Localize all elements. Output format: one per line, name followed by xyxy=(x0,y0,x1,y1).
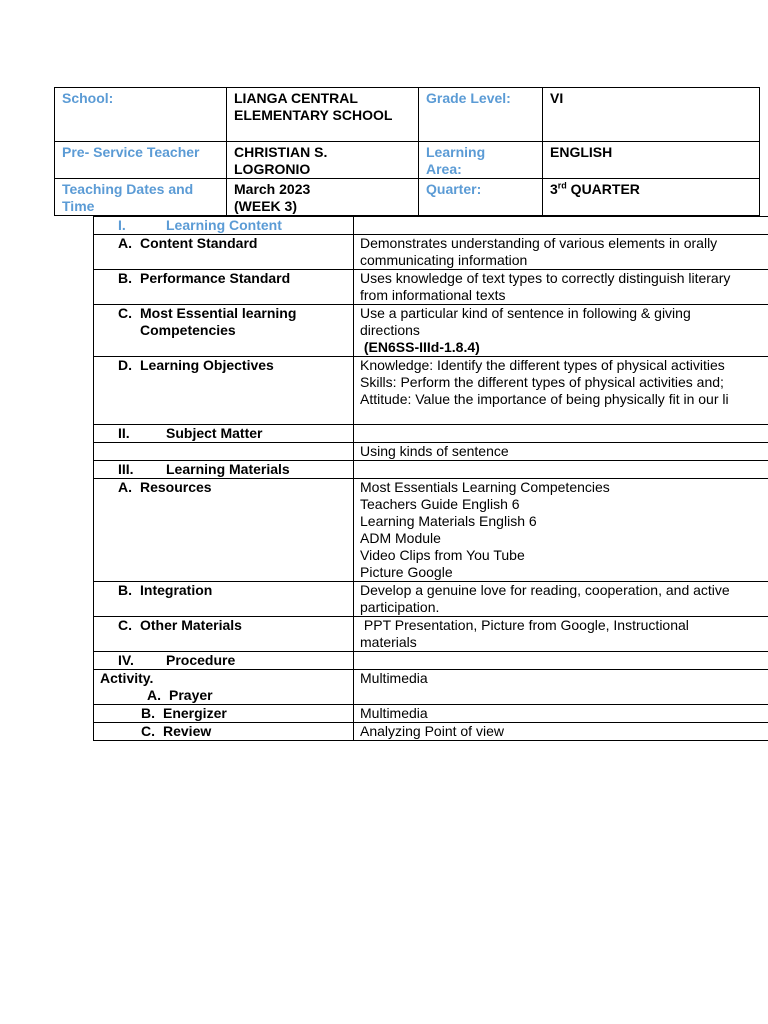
competencies-label: C. Most Essential learning Competencies xyxy=(94,305,354,357)
lesson-plan-table xyxy=(93,216,768,741)
teacher-label: Pre- Service Teacher xyxy=(55,142,227,179)
learning-materials-heading: III. Learning Materials xyxy=(94,461,354,479)
teacher-value: CHRISTIAN S. LOGRONIO xyxy=(227,142,419,179)
header-row-teacher xyxy=(55,142,760,179)
row-subject-matter-value xyxy=(94,443,768,461)
other-materials-value: PPT Presentation, Picture from Google, Instructional materials xyxy=(354,617,768,652)
activity-value: Multimedia xyxy=(354,670,768,705)
other-materials-label: C. Other Materials xyxy=(94,617,354,652)
row-energizer xyxy=(94,705,768,723)
performance-standard-value: Uses knowledge of text types to correctly distinguish literary from informational texts xyxy=(354,270,768,305)
learning-content-heading: I. Learning Content xyxy=(94,217,354,235)
row-review xyxy=(94,723,768,741)
learning-materials-value xyxy=(354,461,768,479)
energizer-value: Multimedia xyxy=(354,705,768,723)
energizer-label: B. Energizer xyxy=(94,705,354,723)
row-procedure xyxy=(94,652,768,670)
row-integration xyxy=(94,582,768,617)
row-activity xyxy=(94,670,768,705)
row-content-standard xyxy=(94,235,768,270)
row-learning-content xyxy=(94,217,768,235)
lesson-header-table xyxy=(54,87,760,216)
quarter-label: Quarter: xyxy=(419,179,543,216)
activity-label: Activity. A. Prayer xyxy=(94,670,354,705)
teaching-dates-label: Teaching Dates and Time xyxy=(55,179,227,216)
subject-matter-heading: II. Subject Matter xyxy=(94,425,354,443)
header-row-school xyxy=(55,88,760,142)
row-learning-materials xyxy=(94,461,768,479)
procedure-value xyxy=(354,652,768,670)
review-value: Analyzing Point of view xyxy=(354,723,768,741)
content-standard-label: A. Content Standard xyxy=(94,235,354,270)
row-performance-standard xyxy=(94,270,768,305)
resources-label: A. Resources xyxy=(94,479,354,582)
competencies-value: Use a particular kind of sentence in following & giving directions (EN6SS-IIId-1.8.4) xyxy=(354,305,768,357)
header-row-dates xyxy=(55,179,760,216)
learning-area-label: Learning Area: xyxy=(419,142,543,179)
learning-objectives-label: D. Learning Objectives xyxy=(94,357,354,425)
quarter-value: 3rd QUARTER xyxy=(543,179,760,216)
integration-value: Develop a genuine love for reading, cooperation, and active participation. xyxy=(354,582,768,617)
review-label: C. Review xyxy=(94,723,354,741)
teaching-dates-value: March 2023 (WEEK 3) xyxy=(227,179,419,216)
subject-matter-value: Using kinds of sentence xyxy=(354,443,768,461)
performance-standard-label: B. Performance Standard xyxy=(94,270,354,305)
learning-content-value xyxy=(354,217,768,235)
grade-value: VI xyxy=(543,88,760,142)
row-subject-matter xyxy=(94,425,768,443)
competency-code: (EN6SS-IIId-1.8.4) xyxy=(360,339,480,355)
subject-matter-value-label xyxy=(94,443,354,461)
row-other-materials xyxy=(94,617,768,652)
subject-matter-empty xyxy=(354,425,768,443)
content-standard-value: Demonstrates understanding of various elements in orally communicating information xyxy=(354,235,768,270)
learning-objectives-value: Knowledge: Identify the different types of physical activities Skills: Perform the different types of physical activities and; Attitude: Value the importance of being physically fit in our li xyxy=(354,357,768,425)
school-value: LIANGA CENTRAL ELEMENTARY SCHOOL xyxy=(227,88,419,142)
row-learning-objectives xyxy=(94,357,768,425)
row-competencies xyxy=(94,305,768,357)
integration-label: B. Integration xyxy=(94,582,354,617)
school-label: School: xyxy=(55,88,227,142)
resources-value: Most Essentials Learning Competencies Teachers Guide English 6 Learning Materials English 6 ADM Module Video Clips from You Tube Picture Google xyxy=(354,479,768,582)
learning-area-value: ENGLISH xyxy=(543,142,760,179)
procedure-heading: IV. Procedure xyxy=(94,652,354,670)
row-resources xyxy=(94,479,768,582)
grade-label: Grade Level: xyxy=(419,88,543,142)
